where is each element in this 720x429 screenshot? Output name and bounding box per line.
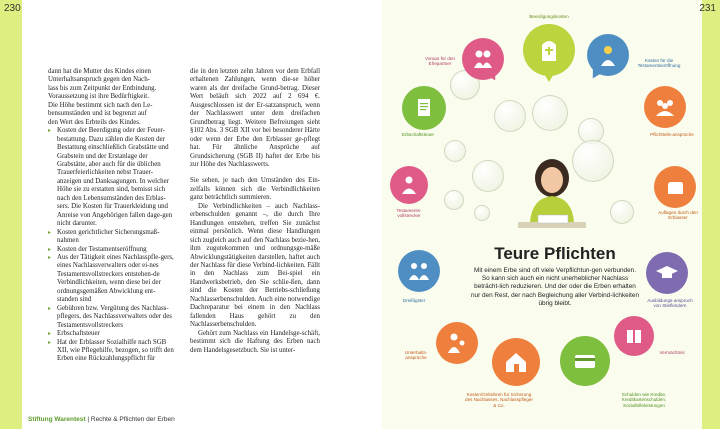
spouse-couple-icon [470, 46, 496, 72]
funeral-costs-label: Beerdigungskosten [529, 14, 569, 19]
running-footer [28, 416, 175, 423]
paragraph: Sie sehen, je nach den Umständen des Ein-zelfalls können sich die Verbindlichkeiten ganz beträchtlich summieren. [190, 177, 320, 202]
gift-document-icon [622, 324, 646, 348]
page-number-left: 230 [4, 3, 21, 14]
text-column-1 [48, 68, 176, 364]
executor-label: Testaments-vollstrecker [396, 208, 422, 219]
legacy-label: Vermächtnis [659, 350, 685, 355]
list-item: ▸ Erbschaftsteuer [48, 330, 176, 338]
left-margin-strip [0, 0, 22, 429]
decorative-bubble [494, 100, 526, 132]
debts-label: Schulden wie Kredite, Kreditkartenschulden, Sozialhilfeleistungen [621, 392, 667, 408]
decorative-bubble [472, 160, 504, 192]
inheritance-tax-label: Erbschaftsteuer [401, 132, 435, 137]
list-item: ▸ Hat der Erblasser Sozialhilfe nach SGB XII, wie Pflegehilfe, bezogen, so trifft den Erben eine Rückzahlungspflicht für [48, 339, 176, 364]
person-lamp-icon [595, 42, 621, 68]
maintenance-claims-bubble [436, 322, 478, 364]
paragraph: Die Verbindlichkeiten – auch Nachlass-erbenschulden genannt –, die durch Ihre Handlungen entstehen, treffen Sie zunächst einmal persönlich. Wenn diese Handlungen sich zugleich auch auf den Nachlass bezie-hen, ihm zugutekommen und ordnungsge-mäße Abwicklungstätigkeiten darstellen, haftet auch der Nachlass für diese Verbind-lichkeiten. Fällt in den Nachlass zum Bei-spiel ein Handwerksbetrieb, den Sie schlie-ßen, dann sind die Kosten der Betriebs-schließung Nachlasserbenschulden. Auch eine notwendige Dachreparatur bei einem in den Nachlass fallenden Haus gehört zu den Nachlasserbenschulden. [190, 202, 320, 329]
debts-bubble [560, 336, 610, 386]
infographic-title: Teure Pflichten [494, 244, 616, 263]
house-icon [502, 348, 530, 376]
bubble-tail [543, 72, 555, 82]
gravestone-icon [534, 35, 564, 65]
infographic-description: Mit einem Erbe sind oft viele Verpflichtun-gen verbunden. So kann sich auch ein nicht unerheblicher Nachlass beträcht-lich reduzieren. Und der oder die Erben erhalten nur den Rest, der nach Begleichung aller Verbind-lichkeiten übrig bleibt. [470, 267, 640, 307]
executor-bubble [390, 166, 428, 204]
education-claim-label: Ausbildungs-anspruch von Stiefkindern [647, 298, 693, 309]
list-item: ▸ Kosten gerichtlicher Sicherungsmaß-nahmen [48, 229, 176, 246]
thirtieth-bubble [398, 250, 440, 292]
list-item: ▸ Aus der Tätigkeit eines Nachlasspfle-gers, eines Nachlassverwalters oder ei-nes Testamentsvollstreckers entstehen-de Verbindlichkeiten, wenn diese bei der ordnungsgemäßen Abwicklung ent-standen sind [48, 254, 176, 305]
compulsory-share-bubble [644, 86, 686, 128]
intro-line: bensumständen und ist begrenzt auf [48, 110, 147, 118]
legacy-bubble [614, 316, 654, 356]
intro-line: Voraussetzung ist ihre Bedürftigkeit. [48, 93, 149, 101]
graduation-cap-icon [654, 260, 680, 286]
compulsory-share-label: Pflichtteils-ansprüche [650, 132, 694, 137]
hand-icon [662, 174, 688, 200]
executor-person-icon [398, 174, 420, 196]
education-claim-bubble [646, 252, 688, 294]
thirtieth-label: Dreißigster [402, 298, 426, 303]
paragraph: Gehört zum Nachlass ein Handelsge-schäft, bestimmt sich die Haftung des Erben nach dem Handelsgesetzbuch. Sie ist unter- [190, 329, 320, 354]
woman-writing-illustration [510, 150, 594, 242]
conditions-bubble [654, 166, 696, 208]
intro-line: Unterhaltsanspruch gegen den Nach- [48, 76, 150, 84]
estate-security-bubble [492, 338, 540, 386]
list-item: ▸ Gebühren bzw. Vergütung des Nachlass-pflegers, des Nachlassverwalters oder des Testamentsvollstreckers [48, 305, 176, 330]
list-item: ▸ Kosten der Testamentseröffnung [48, 246, 176, 254]
inheritance-tax-bubble [402, 86, 446, 130]
estate-security-label: Kosten/Gebühren für Sicherung des Nachlasses, Nachlasspfleger & Co. [465, 392, 533, 408]
intro-line: den Wert des Erbteils des Kindes. [48, 118, 141, 126]
book-title: Rechte & Pflichten der Erben [90, 416, 175, 423]
people-group-icon [652, 94, 678, 120]
face-shape [541, 167, 563, 193]
footer-separator: | [87, 416, 90, 423]
list-item: ▸ Kosten der Beerdigung oder der Feuer-bestattung. Dazu zählen die Kosten der Bestattung einschließlich Grabstätte und Grabstein und der Erstanlage der Grabstätte, aber auch für die üblichen Trauerfeierlichkeiten nebst Trauer-anzeigen und Danksagungen. In welcher Höhe sie zu erstatten sind, bemisst sich nach den Lebensumständen des Erblas-sers. Die Kosten für Trauerkleidung und Anreise von Angehörigen fallen dage-gen nicht darunter. [48, 127, 176, 228]
funeral-costs-bubble [523, 24, 575, 76]
document-icon [411, 95, 437, 121]
conditions-label: Auflagen durch den Erblasser [658, 210, 698, 221]
right-page [382, 0, 720, 429]
right-margin-strip [702, 0, 720, 429]
mother-child-icon [444, 330, 470, 356]
will-opening-costs-label: Kosten für die Testamentseröffnung [637, 58, 681, 69]
intro-line: dann hat die Mutter des Kindes einen [48, 68, 151, 75]
publisher-name: Stiftung Warentest [28, 416, 86, 423]
text-column-2 [190, 68, 320, 355]
spouse-share-label: Voraus für den Ehepartner [425, 56, 455, 67]
decorative-bubble [444, 190, 464, 210]
paper-shape [538, 215, 568, 223]
credit-card-icon [571, 347, 599, 375]
decorative-bubble [532, 95, 568, 131]
intro-line: lass bis zum Zeitpunkt der Entbindung. [48, 84, 157, 92]
family-icon [406, 258, 432, 284]
decorative-bubble [610, 200, 634, 224]
decorative-bubble [444, 140, 466, 162]
liability-list [48, 127, 176, 364]
maintenance-claims-label: Unterhalts-ansprüche [404, 350, 428, 361]
intro-line: Die Höhe bestimmt sich nach den Le- [48, 101, 153, 109]
page-number-right: 231 [699, 3, 716, 14]
decorative-bubble [474, 205, 490, 221]
paragraph: die in den letzten zehn Jahren vor dem Erbfall erhaltenen Zahlungen, wenn die-se höher waren als der dreifache Grund-betrag. Dieser Wert beläuft sich 2022 auf 2 694 €. Ausgeschlossen ist der Er-satzanspruch, wenn der Nachlasswert unter dem dreifachen Grundbetrag liegt. Weitere Befreiungen sieht §102 Abs. 3 SGB XII vor bei besonderer Härte oder wenn der Erbe den Erblasser ge-pflegt hat. Für ähnliche Ansprüche auf Grundsicherung (SGB II) haftet der Erbe bis zur Höhe des Nachlasswerts. [190, 68, 320, 168]
